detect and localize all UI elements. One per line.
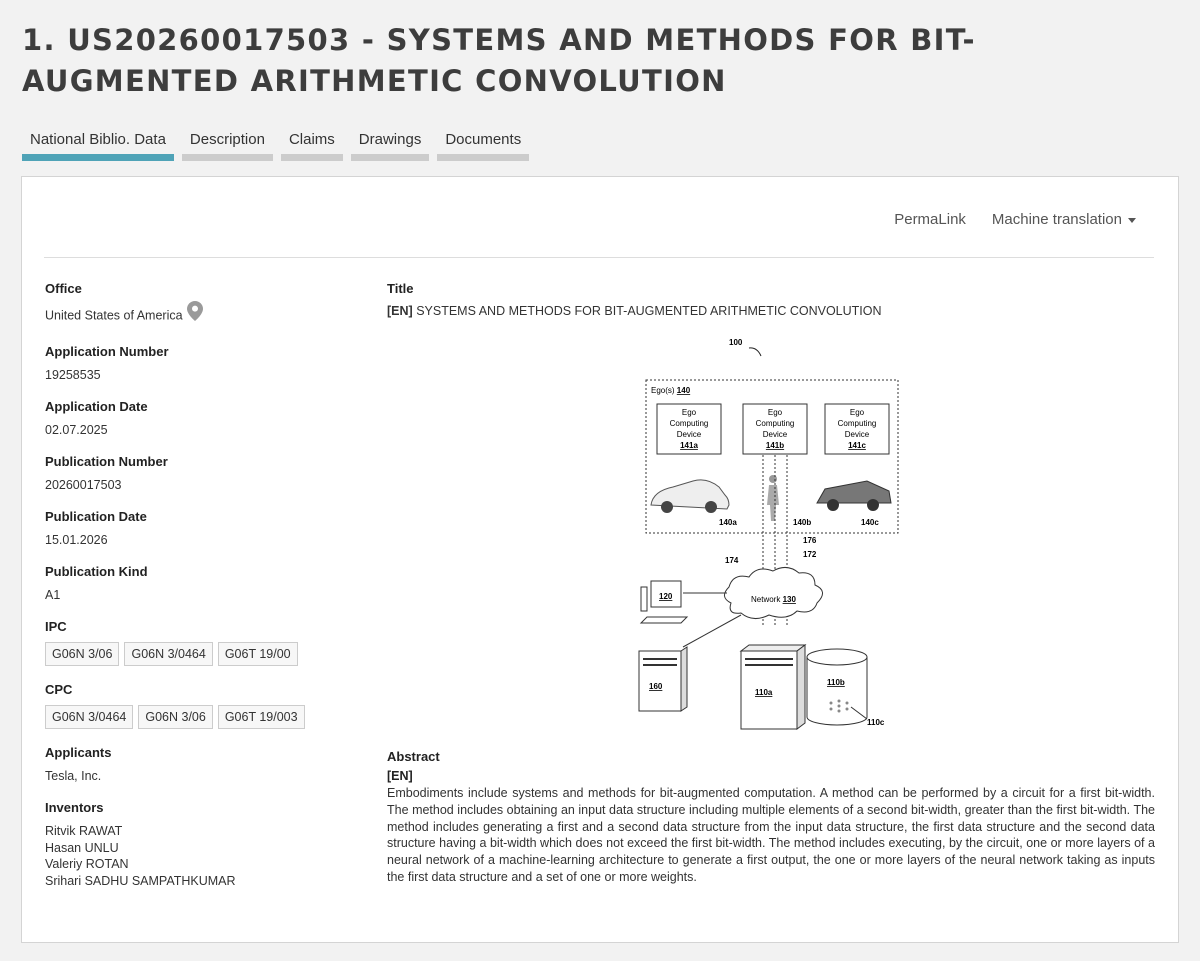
applicants-label: Applicants <box>45 745 112 760</box>
page-title: 1. US20260017503 - SYSTEMS AND METHODS FOR BIT-AUGMENTED ARITHMETIC CONVOLUTION <box>22 23 976 98</box>
cpc-chip[interactable]: G06N 3/06 <box>138 705 212 729</box>
computer-illustration <box>641 581 687 623</box>
inventor-name: Srihari SADHU SAMPATHKUMAR <box>45 873 236 888</box>
office-label: Office <box>45 281 82 296</box>
cpc-label: CPC <box>45 682 73 697</box>
vehicle-140b: 140b <box>793 518 812 527</box>
applicants-value: Tesla, Inc. <box>45 769 102 783</box>
application-number-label: Application Number <box>45 344 169 359</box>
permalink-link[interactable]: PermaLink <box>894 211 966 228</box>
patent-drawing[interactable] <box>637 335 907 739</box>
device-c <box>825 404 889 454</box>
inventors-label: Inventors <box>45 800 104 815</box>
svg-text:141a: 141a <box>680 441 698 450</box>
divider <box>44 257 1154 258</box>
title-text: SYSTEMS AND METHODS FOR BIT-AUGMENTED ARITHMETIC CONVOLUTION <box>416 304 882 318</box>
application-date-label: Application Date <box>45 399 148 414</box>
abstract-text: Embodiments include systems and methods for bit-augmented computation. A method can be performed by a circuit for a first bit-width. The method includes obtaining an input data structure including multiple elements of a second bit-width, greater than the first bit-width. The method includes generating a first and a second data structure from the input data structure, the first data structure and the second data structure having a bit-width which does not exceed the first bit-width. The method includes executing, by the circuit, one or more layers of a neural network of a machine-learning architecture to generate a first output, the one or more layers of the neural network taking as inputs the first data structure and a set of one or more weights. <box>387 786 1155 884</box>
computer-120: 120 <box>659 592 673 601</box>
svg-text:Computing: Computing <box>669 419 709 428</box>
publication-date-label: Publication Date <box>45 509 147 524</box>
title-abstract-section <box>387 281 1155 884</box>
network-cloud <box>724 567 822 618</box>
ref-174: 174 <box>725 556 739 565</box>
cpc-chip[interactable]: G06N 3/0464 <box>45 705 133 729</box>
application-date-field <box>45 399 345 438</box>
ref-100-arrow <box>749 348 761 356</box>
svg-text:Ego: Ego <box>767 408 783 417</box>
inventors-list <box>45 823 345 889</box>
application-date-value: 02.07.2025 <box>45 423 108 437</box>
vehicle-140c: 140c <box>861 518 879 527</box>
publication-number-label: Publication Number <box>45 454 168 469</box>
office-value: United States of America <box>45 308 183 323</box>
svg-text:141c: 141c <box>848 441 866 450</box>
server-110a-illustration <box>741 645 805 729</box>
nn-110c-label: 110c <box>867 718 885 727</box>
publication-kind-field <box>45 564 345 603</box>
caret-down-icon <box>1128 218 1136 223</box>
ref-100: 100 <box>729 338 743 347</box>
biblio-panel <box>21 176 1179 943</box>
title-lang: [EN] <box>387 304 413 318</box>
publication-number-value: 20260017503 <box>45 478 122 492</box>
network-label: Network 130 <box>751 595 796 604</box>
publication-number-field <box>45 454 345 493</box>
ref-176: 176 <box>803 536 817 545</box>
applicants-field <box>45 745 345 784</box>
svg-text:Computing: Computing <box>837 419 877 428</box>
svg-text:Computing: Computing <box>755 419 795 428</box>
tab-claims[interactable]: Claims <box>281 129 343 161</box>
cpc-chip[interactable]: G06T 19/003 <box>218 705 305 729</box>
svg-text:Device: Device <box>676 430 702 439</box>
ipc-chips <box>45 642 345 666</box>
publication-date-value: 15.01.2026 <box>45 533 108 547</box>
database-110b-illustration <box>807 649 867 725</box>
truck-illustration <box>817 481 891 511</box>
machine-translation-label: Machine translation <box>991 211 1122 228</box>
ref-172: 172 <box>803 550 817 559</box>
svg-text:Ego: Ego <box>849 408 865 417</box>
server-110a-label: 110a <box>755 688 773 697</box>
svg-text:141b: 141b <box>765 441 785 450</box>
ipc-label: IPC <box>45 619 67 634</box>
tab-drawings[interactable]: Drawings <box>351 129 430 161</box>
svg-text:Ego: Ego <box>681 408 697 417</box>
ego-group-label: Ego(s) 140 <box>651 386 691 395</box>
publication-date-field <box>45 509 345 548</box>
server-160-link <box>683 615 741 647</box>
ipc-chip[interactable]: G06N 3/0464 <box>124 642 212 666</box>
device-a <box>657 404 721 454</box>
database-110b-label: 110b <box>827 678 845 687</box>
tab-bar <box>22 129 537 161</box>
server-160-illustration <box>639 647 687 711</box>
tab-description[interactable]: Description <box>182 129 273 161</box>
server-160-label: 160 <box>649 682 663 691</box>
ipc-field <box>45 619 345 666</box>
title-value <box>387 303 1155 319</box>
publication-kind-label: Publication Kind <box>45 564 148 579</box>
cpc-field <box>45 682 345 729</box>
inventor-name: Hasan UNLU <box>45 840 119 855</box>
inventor-name: Ritvik RAWAT <box>45 824 123 838</box>
abstract-section <box>387 749 1155 886</box>
tab-documents[interactable]: Documents <box>437 129 529 161</box>
tab-national-biblio-data[interactable]: National Biblio. Data <box>22 129 174 161</box>
abstract-label: Abstract <box>387 749 440 764</box>
inventors-field <box>45 800 345 889</box>
office-value-row <box>45 304 345 328</box>
inventor-name: Valeriy ROTAN <box>45 857 129 872</box>
biblio-fields <box>45 281 345 905</box>
ipc-chip[interactable]: G06T 19/00 <box>218 642 298 666</box>
application-number-field <box>45 344 345 383</box>
panel-actions <box>894 211 1136 228</box>
publication-kind-value: A1 <box>45 588 61 602</box>
map-pin-icon[interactable] <box>187 301 203 325</box>
abstract-lang: [EN] <box>387 769 413 783</box>
device-b <box>743 404 807 454</box>
car-illustration <box>651 480 729 513</box>
office-field <box>45 281 345 328</box>
ipc-chip[interactable]: G06N 3/06 <box>45 642 119 666</box>
cpc-chips <box>45 705 345 729</box>
machine-translation-dropdown[interactable] <box>992 211 1136 228</box>
svg-text:Device: Device <box>762 430 788 439</box>
vehicle-140a: 140a <box>719 518 737 527</box>
person-illustration <box>767 475 779 521</box>
title-label: Title <box>387 281 414 296</box>
svg-text:Device: Device <box>844 430 870 439</box>
application-number-value: 19258535 <box>45 368 101 382</box>
